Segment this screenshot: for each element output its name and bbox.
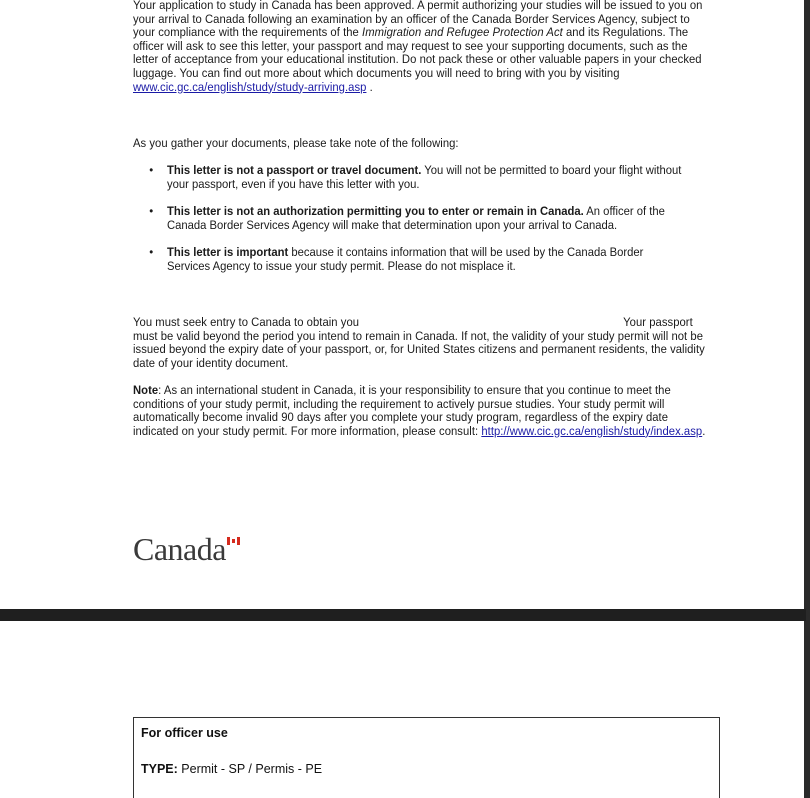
list-item [140, 246, 689, 273]
approval-text-cont: and its Regulations. The officer will ask to see this letter, your passport and may request to see your supporting documents, such as the letter of acceptance from your educational institution. Do not pack these or other valuable papers in your checked luggage. You can find out more about which documents you will need to bring with you by visiting [133, 25, 702, 80]
page-separator [0, 609, 806, 621]
bullet-icon: • [149, 163, 154, 177]
bullet-text: An officer of the Canada Border Services Agency will make that determination upon your arrival to Canada. [166, 204, 665, 232]
officer-use-box [133, 717, 720, 798]
bullet-bold: This letter is important [166, 245, 289, 260]
note-text: : As an international student in Canada, it is your responsibility to ensure that you continue to meet the conditions of your study permit, including the requirement to actively pursue studies. Your study permit will automatically become invalid 90 days after you complete your study program, regardless of the expiry date indicated on your study permit. For more information, please consult: [133, 383, 671, 438]
list-item [140, 164, 689, 191]
box-title: For officer use [141, 726, 228, 740]
approval-end: . [366, 79, 373, 94]
note-end: . [702, 423, 706, 438]
type-value: Permit - SP / Permis - PE [177, 762, 323, 776]
study-index-link[interactable]: http://www.cic.gc.ca/english/study/index.asp [481, 423, 703, 438]
viewer-edge [804, 0, 810, 798]
act-name: Immigration and Refugee Protection Act [362, 25, 563, 40]
gather-paragraph: As you gather your documents, please take note of the following: [133, 136, 459, 150]
entry-paragraph [133, 316, 710, 370]
document-page-2 [0, 621, 804, 798]
approval-text: Your application to study in Canada has been approved. A permit authorizing your studies will be issued to you on your arrival to Canada following an examination by an officer of the Canada Border Services Agency, subject to your compliance with the requirements of the [133, 0, 703, 40]
study-arriving-link[interactable]: www.cic.gc.ca/english/study/study-arriving.asp [133, 79, 367, 94]
type-label: TYPE: [141, 762, 178, 776]
type-line [141, 762, 322, 776]
bullet-text: because it contains information that will be used by the Canada Border Services Agency to issue your study permit. Please do not misplace it. [166, 245, 644, 273]
entry-text: You must seek entry to Canada to obtain you [133, 315, 360, 329]
approval-paragraph [133, 0, 710, 94]
bullet-bold: This letter is not an authorization permitting you to enter or remain in Canada. [166, 204, 584, 219]
note-paragraph [133, 384, 710, 438]
bullet-icon: • [149, 245, 154, 260]
bullet-text: You will not be permitted to board your flight without [421, 163, 682, 177]
bullet-bold: This letter is not a passport or travel document. [166, 163, 422, 177]
entry-text-cont: Your passport must be valid beyond the period you intend to remain in Canada. If not, the validity of your study permit will not be issued beyond the expiry date of your passport, or, for United States citizens and permanent residents, the validity date of your identity document. [133, 315, 705, 370]
canada-wordmark-logo: Canada [133, 531, 226, 567]
bullet-icon: • [149, 204, 154, 219]
note-label: Note [133, 383, 159, 397]
notes-list [140, 164, 689, 288]
canada-flag-icon [227, 537, 240, 545]
bullet-text-2: your passport, even if you have this letter with you. [166, 176, 420, 191]
list-item [140, 205, 689, 232]
